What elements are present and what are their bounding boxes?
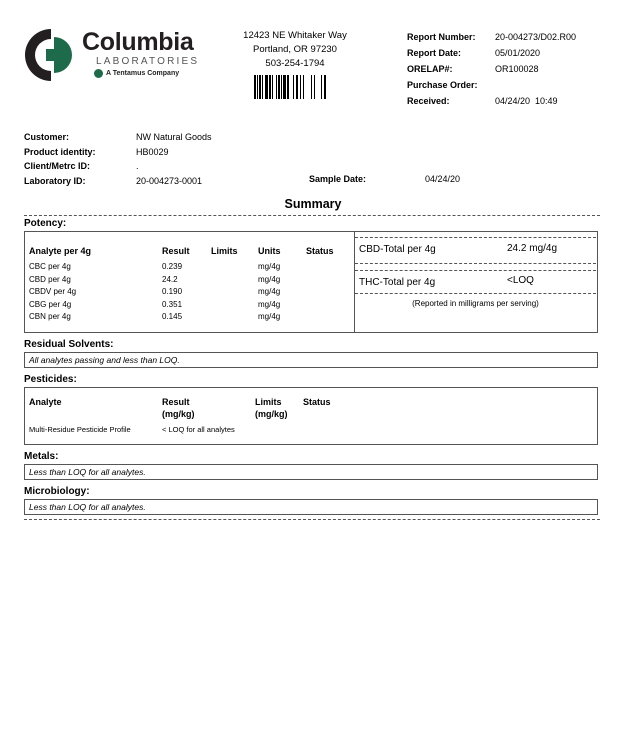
- result-cell: 0.239: [162, 262, 183, 271]
- phone: 503-254-1794: [265, 58, 325, 69]
- result-cell: 0.351: [162, 299, 183, 309]
- pest-header-limits-label: Limits: [255, 397, 282, 407]
- pesticides-box: [24, 387, 598, 445]
- thc-total-label: THC-Total per 4g: [359, 277, 436, 288]
- received-value: 04/24/20 10:49: [495, 96, 558, 106]
- table-row: [25, 300, 355, 313]
- report-number-row: [407, 29, 576, 45]
- sample-date-label: Sample Date:: [309, 174, 367, 184]
- pest-header-result: [162, 396, 195, 420]
- residual-solvents-box: [24, 352, 598, 368]
- reporting-note: (Reported in milligrams per serving): [412, 299, 539, 308]
- tagline-text: A Tentamus Company: [106, 70, 180, 77]
- analyte-cell: CBN per 4g: [29, 312, 71, 321]
- client-metrc-label: Client/Metrc ID:: [24, 161, 91, 172]
- analyte-cell: CBD per 4g: [29, 274, 71, 284]
- pest-header-result-label: Result: [162, 397, 190, 407]
- residual-solvents-title: Residual Solvents:: [24, 339, 114, 350]
- product-identity-label: Product identity:: [24, 146, 96, 157]
- report-date-label: Report Date:: [407, 48, 462, 58]
- pest-analyte-cell: Multi-Residue Pesticide Profile: [29, 425, 131, 434]
- pest-header-status: Status: [303, 397, 331, 407]
- orelap-value: OR100028: [495, 64, 539, 74]
- customer-row: [24, 130, 212, 145]
- customer-info: [24, 130, 212, 188]
- received-row: [407, 93, 576, 109]
- pest-header-limits: [255, 396, 288, 420]
- logo-subtitle: LABORATORIES: [96, 56, 200, 67]
- purchase-order-label: Purchase Order:: [407, 80, 478, 90]
- header-analyte: Analyte per 4g: [29, 246, 92, 256]
- report-date-row: [407, 45, 576, 61]
- report-number-label: Report Number:: [407, 32, 476, 42]
- microbiology-title: Microbiology:: [24, 486, 90, 497]
- orelap-label: ORELAP#:: [407, 64, 453, 74]
- barcode-icon: [254, 75, 329, 99]
- pest-header-result-unit: (mg/kg): [162, 409, 195, 419]
- received-label: Received:: [407, 96, 450, 106]
- cbd-total-label: CBD-Total per 4g: [359, 244, 436, 255]
- table-row: [25, 262, 355, 275]
- customer-label: Customer:: [24, 132, 70, 143]
- potency-title: Potency:: [24, 218, 67, 229]
- report-number-value: 20-004273/D02.R00: [495, 32, 577, 42]
- result-cell: 24.2: [162, 274, 178, 284]
- divider: [24, 215, 600, 216]
- orelap-row: [407, 61, 576, 77]
- report-info: [407, 29, 576, 109]
- address-line-2: Portland, OR 97230: [253, 44, 337, 55]
- laboratory-id-row: [24, 174, 212, 189]
- logo-name: Columbia: [82, 28, 194, 56]
- metals-box: [24, 464, 598, 480]
- purchase-order-row: [407, 77, 576, 93]
- analyte-cell: CBDV per 4g: [29, 287, 77, 296]
- analyte-cell: CBG per 4g: [29, 299, 72, 309]
- analyte-cell: CBC per 4g: [29, 262, 71, 271]
- metals-text: Less than LOQ for all analytes.: [29, 467, 146, 477]
- residual-solvents-text: All analytes passing and less than LOQ.: [29, 355, 180, 365]
- potency-table: [25, 232, 355, 332]
- units-cell: mg/4g: [258, 287, 281, 296]
- tentamus-icon: [94, 69, 103, 78]
- divider: [355, 237, 596, 238]
- table-row: [25, 275, 355, 288]
- divider: [355, 293, 596, 294]
- header-units: Units: [258, 246, 281, 256]
- units-cell: mg/4g: [258, 262, 281, 271]
- laboratory-id-label: Laboratory ID:: [24, 175, 86, 186]
- lab-address: [228, 29, 362, 71]
- metals-title: Metals:: [24, 451, 59, 462]
- divider: [355, 270, 596, 271]
- header-result: Result: [162, 246, 190, 256]
- units-cell: mg/4g: [258, 312, 281, 321]
- sample-date-value: 04/24/20: [425, 174, 461, 184]
- result-cell: 0.145: [162, 312, 183, 321]
- table-row: [25, 312, 355, 325]
- potency-box: [24, 231, 598, 333]
- customer-value: NW Natural Goods: [136, 132, 212, 143]
- thc-total-value: <LOQ: [507, 275, 534, 286]
- units-cell: mg/4g: [258, 299, 281, 309]
- client-metrc-value: .: [136, 161, 139, 172]
- result-cell: 0.190: [162, 287, 183, 296]
- pest-header-analyte: Analyte: [29, 397, 62, 407]
- company-logo: [22, 26, 222, 88]
- divider: [24, 519, 600, 520]
- address-line-1: 12423 NE Whitaker Way: [243, 30, 347, 41]
- divider: [355, 263, 596, 264]
- table-row: [25, 287, 355, 300]
- columbia-logo-icon: [22, 26, 80, 84]
- laboratory-id-value: 20-004273-0001: [136, 175, 203, 186]
- potency-totals: [355, 232, 596, 332]
- report-date-value: 05/01/2020: [495, 48, 541, 58]
- pest-header-limits-unit: (mg/kg): [255, 409, 288, 419]
- summary-title: Summary: [284, 197, 342, 211]
- pesticides-title: Pesticides:: [24, 374, 77, 385]
- microbiology-text: Less than LOQ for all analytes.: [29, 502, 146, 512]
- units-cell: mg/4g: [258, 274, 281, 284]
- product-identity-row: [24, 145, 212, 160]
- header-limits: Limits: [211, 246, 238, 256]
- cbd-total-value: 24.2 mg/4g: [507, 243, 558, 254]
- microbiology-box: [24, 499, 598, 515]
- logo-tagline: [94, 69, 179, 78]
- client-metrc-row: [24, 159, 212, 174]
- header-status: Status: [306, 246, 334, 256]
- product-identity-value: HB0029: [136, 146, 169, 157]
- pest-result-cell: < LOQ for all analytes: [162, 425, 235, 434]
